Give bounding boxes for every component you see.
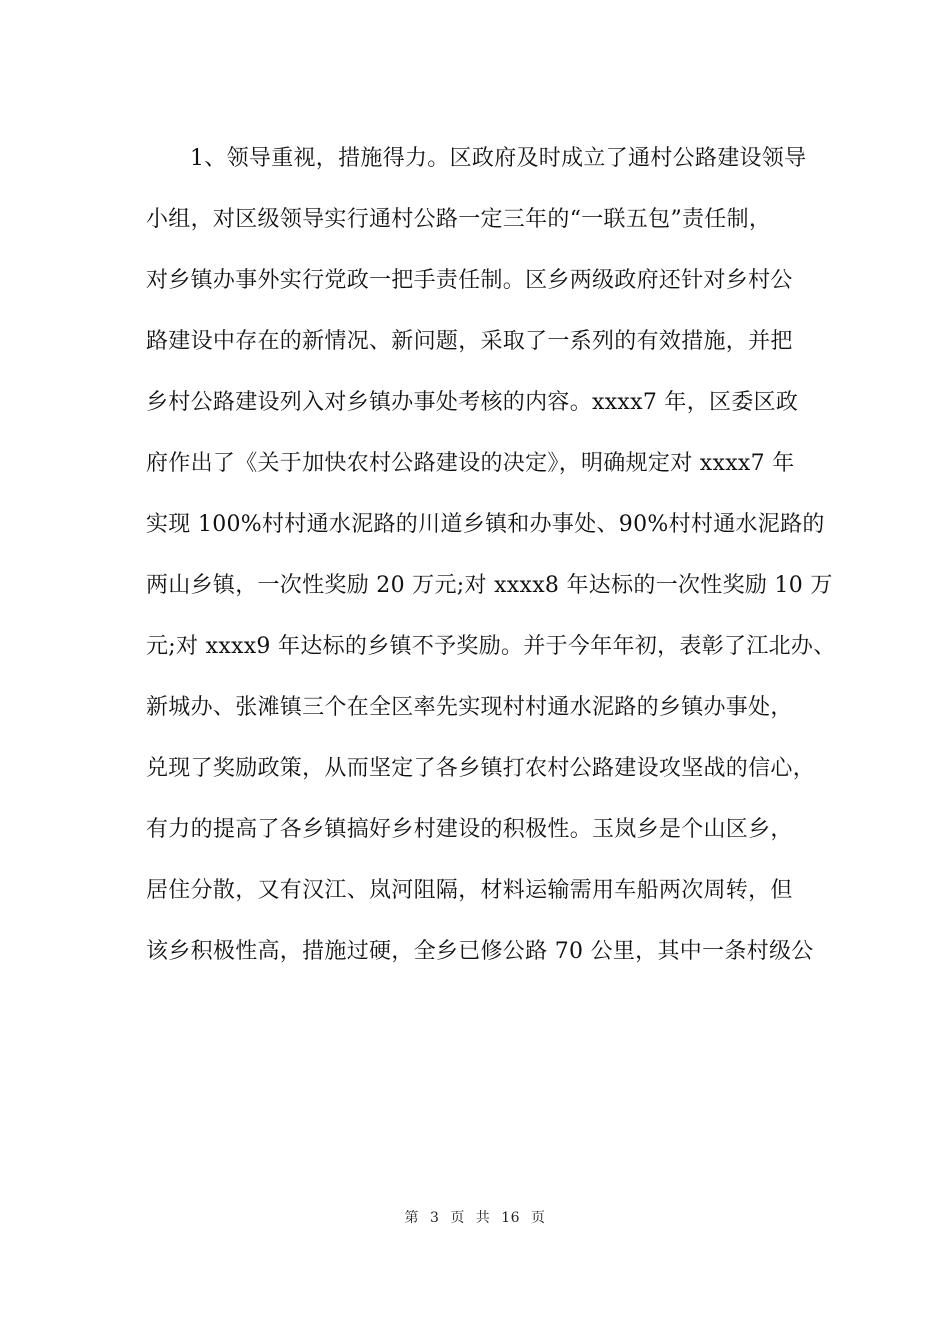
text-line: 实现 100%村村通水泥路的川道乡镇和办事处、90%村村通水泥路的: [146, 512, 825, 537]
text-line: 兑现了奖励政策，从而坚定了各乡镇打农村公路建设攻坚战的信心，: [146, 756, 816, 781]
current-page-number: 3: [429, 1210, 440, 1226]
footer-suffix: 页: [531, 1210, 546, 1226]
text-line: 两山乡镇，一次性奖励 20 万元;对 xxxx8 年达标的一次性奖励 10 万: [146, 573, 833, 598]
text-line: 1、领导重视，措施得力。区政府及时成立了通村公路建设领导: [190, 146, 807, 171]
total-page-count: 16: [501, 1210, 521, 1226]
text-line: 该乡积极性高，措施过硬，全乡已修公路 70 公里，其中一条村级公: [146, 939, 814, 964]
footer-page-unit: 页: [450, 1210, 465, 1226]
text-line: 对乡镇办事外实行党政一把手责任制。区乡两级政府还针对乡村公: [146, 268, 793, 293]
text-line: 居住分散，又有汉江、岚河阻隔，材料运输需用车船两次周转，但: [146, 878, 793, 903]
footer-prefix: 第: [404, 1210, 419, 1226]
text-line: 乡村公路建设列入对乡镇办事处考核的内容。xxxx7 年，区委区政: [146, 390, 799, 415]
text-line: 有力的提高了各乡镇搞好乡村建设的积极性。玉岚乡是个山区乡，: [146, 817, 793, 842]
footer-total-prefix: 共: [475, 1210, 491, 1226]
text-line: 新城办、张滩镇三个在全区率先实现村村通水泥路的乡镇办事处，: [146, 695, 793, 720]
text-line: 路建设中存在的新情况、新问题，采取了一系列的有效措施，并把: [146, 329, 793, 354]
page-footer: [0, 1208, 950, 1228]
text-line: 府作出了《关于加快农村公路建设的决定》，明确规定对 xxxx7 年: [146, 451, 795, 476]
text-line: 小组，对区级领导实行通村公路一定三年的“一联五包”责任制，: [146, 207, 772, 232]
text-line: 元;对 xxxx9 年达标的乡镇不予奖励。并于今年年初，表彰了江北办、: [146, 634, 836, 659]
body-text: [146, 128, 836, 982]
